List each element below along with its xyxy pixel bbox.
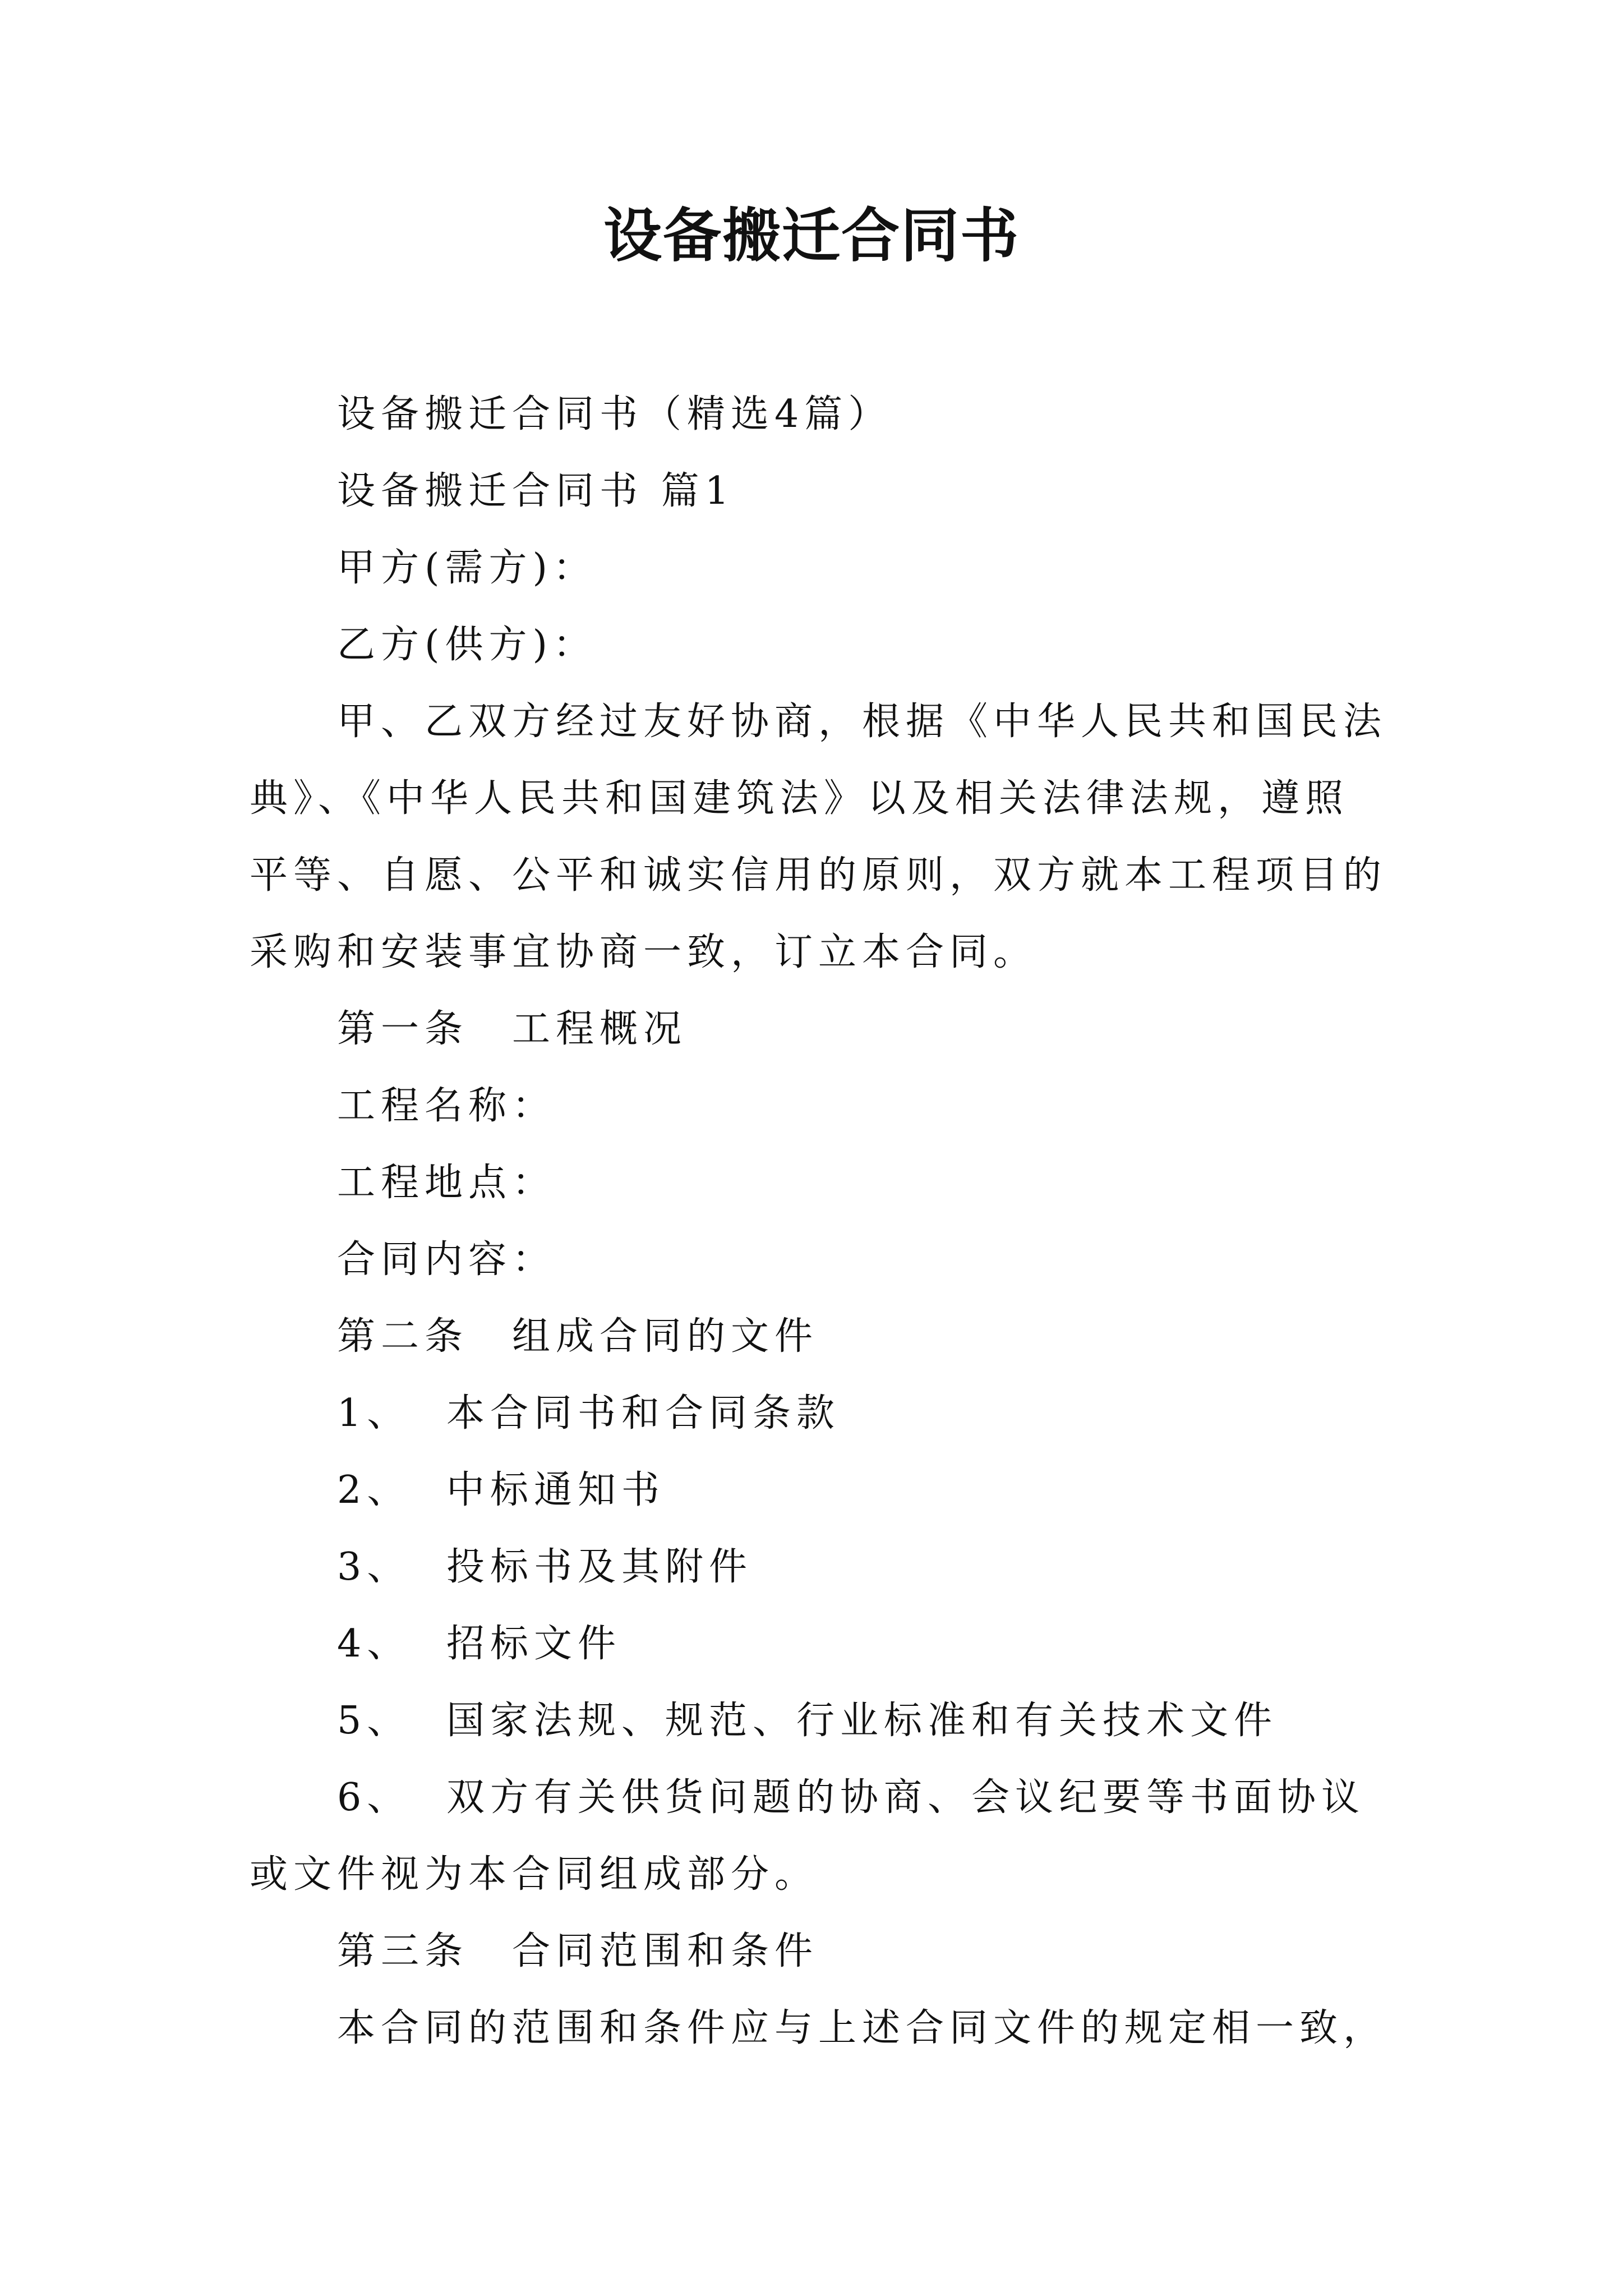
- list-item-number: 5、: [337, 1699, 411, 1743]
- document-list-item: [250, 1605, 1388, 1682]
- article-3-paragraph: 本合同的范围和条件应与上述合同文件的规定相一致，: [337, 2006, 1387, 2050]
- article-1-heading: 第一条 工程概况: [337, 1007, 688, 1051]
- list-item-text: 国家法规、规范、行业标准和有关技术文件: [446, 1699, 1278, 1743]
- list-item-text: 本合同书和合同条款: [446, 1391, 841, 1435]
- document-list-item: [250, 1452, 1388, 1529]
- document-list-item: [250, 1682, 1388, 1759]
- list-item-text: 投标书及其附件: [446, 1545, 753, 1589]
- article-2-heading: 第二条 组成合同的文件: [337, 1314, 819, 1359]
- list-item-number: 6、: [337, 1775, 411, 1820]
- section-heading: 设备搬迁合同书 篇1: [337, 469, 735, 513]
- party-b-line: 乙方(供方)：: [337, 623, 597, 667]
- document-list-item: [250, 1529, 1388, 1605]
- list-item-number: 3、: [337, 1545, 411, 1589]
- list-item-number: 1、: [337, 1391, 411, 1435]
- document-list-item: [250, 1759, 1388, 1913]
- list-item-text: 中标通知书: [446, 1468, 666, 1512]
- contract-content-line: 合同内容：: [337, 1237, 556, 1282]
- list-item-number: 4、: [337, 1622, 411, 1666]
- list-item-text: 双方有关供货问题的协商、会议纪要等书面协议或文件视为本合同组成部分。: [250, 1775, 1366, 1897]
- list-item-number: 2、: [337, 1468, 411, 1512]
- intro-paragraph: 甲、乙双方经过友好协商，根据《中华人民共和国民法典》、《中华人民共和国建筑法》以及相关法律法规，遵照平等、自愿、公平和诚实信用的原则，双方就本工程项目的采购和安装事宜协商一致，订立本合同。: [250, 700, 1387, 974]
- document-body: [250, 376, 1388, 2067]
- project-location-line: 工程地点：: [337, 1161, 556, 1205]
- party-a-line: 甲方(需方)：: [337, 546, 597, 590]
- document-title: 设备搬迁合同书: [603, 201, 1020, 270]
- document-list-item: [250, 1375, 1388, 1452]
- project-name-line: 工程名称：: [337, 1084, 556, 1128]
- list-item-text: 招标文件: [446, 1622, 622, 1666]
- article-3-heading: 第三条 合同范围和条件: [337, 1929, 819, 1973]
- subtitle: 设备搬迁合同书（精选4篇）: [337, 392, 892, 436]
